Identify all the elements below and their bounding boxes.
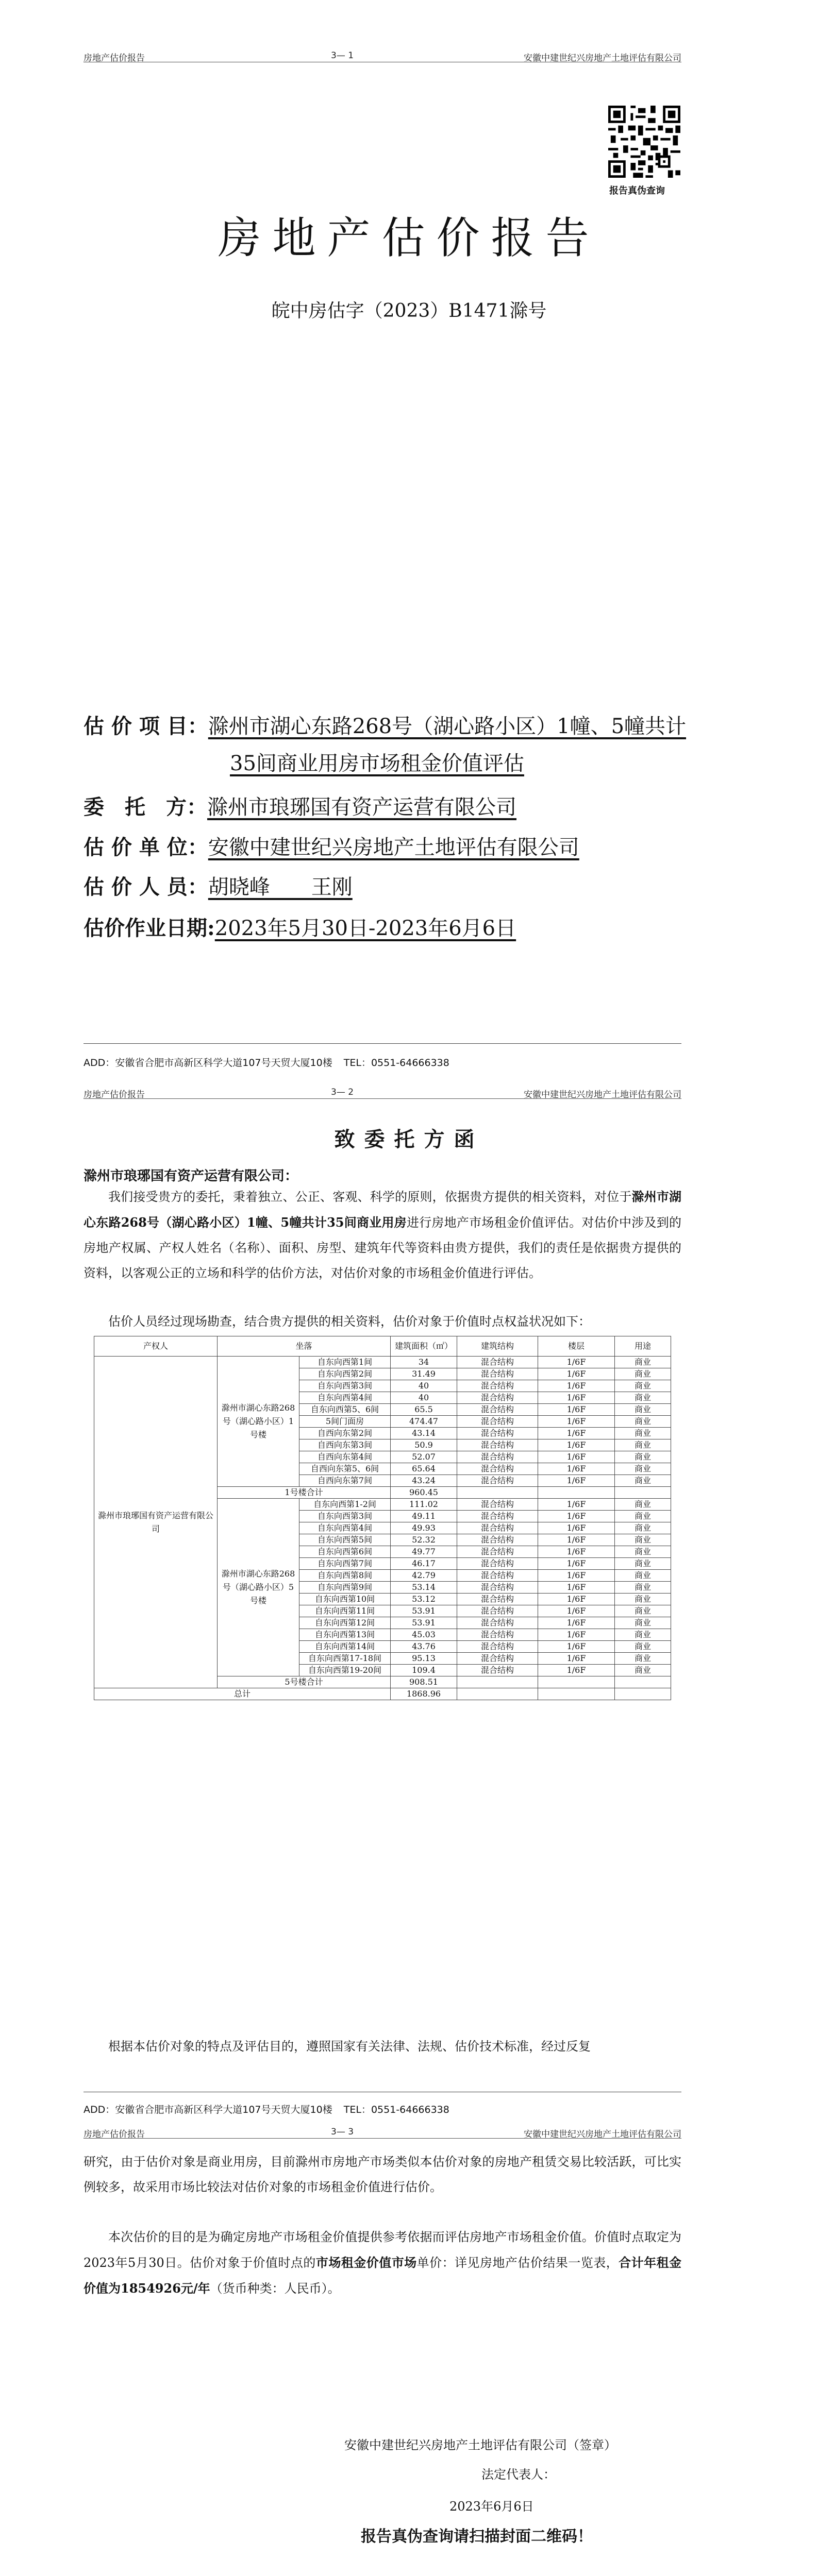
header-left: 房地产估价报告 [84, 1090, 145, 1100]
staff-row [84, 871, 353, 900]
unit-cell: 自东向西第8间 [299, 1570, 391, 1582]
unit-cell: 自东向西第5、6间 [299, 1404, 391, 1416]
location-cell: 滁州市湖心东路268号（湖心路小区）5号楼 [218, 1499, 299, 1676]
footer-address: ADD：安徽省合肥市高新区科学大道107号天贸大厦10楼 [84, 2104, 332, 2115]
floor-cell: 1/6F [538, 1605, 615, 1617]
unit-cell: 自东向西第2间 [299, 1368, 391, 1380]
unit-cell: 5间门面房 [299, 1416, 391, 1428]
sign-date: 2023年6月6日 [449, 2499, 534, 2514]
col-use: 用途 [615, 1336, 671, 1357]
floor-cell: 1/6F [538, 1617, 615, 1629]
unit-cell: 自东向西第6间 [299, 1546, 391, 1558]
verify-note: 报告真伪查询请扫描封面二维码！ [361, 2528, 593, 2546]
area-cell: 53.14 [391, 1582, 457, 1594]
date-label: 估价作业日期: [84, 916, 215, 940]
structure-cell: 混合结构 [457, 1404, 538, 1416]
structure-cell: 混合结构 [457, 1522, 538, 1534]
area-cell: 45.03 [391, 1629, 457, 1641]
unit-cell: 自东向西第1-2间 [299, 1499, 391, 1511]
report-number: 皖中房估字（2023）B1471滁号 [271, 300, 547, 321]
use-cell: 商业 [615, 1629, 671, 1641]
header-left: 房地产估价报告 [84, 53, 145, 63]
area-cell: 109.4 [391, 1665, 457, 1676]
unit-cell: 自东向西第11间 [299, 1605, 391, 1617]
area-cell: 43.76 [391, 1641, 457, 1653]
area-cell: 49.93 [391, 1522, 457, 1534]
use-cell: 商业 [615, 1380, 671, 1392]
area-cell: 53.12 [391, 1594, 457, 1605]
unit-cell: 自东向西第3间 [299, 1380, 391, 1392]
client-label: 委 托 方： [84, 795, 207, 819]
date-value: 2023年5月30日-2023年6月6日 [214, 917, 516, 940]
floor-cell: 1/6F [538, 1558, 615, 1570]
project-row-2 [230, 747, 524, 776]
structure-cell: 混合结构 [457, 1534, 538, 1546]
area-cell: 52.07 [391, 1451, 457, 1463]
p1-text-c: 进行房地产市场租金价值评估。对估价中涉及到的房地产权属、产权人姓名（名称）、面积、房型、建筑年代等资料由贵方提供，我们的责任是依据贵方提供的资料，以客观公正的立场和科学的估价方法，对估价对象的市场租金价值进行评估。 [84, 1215, 682, 1280]
use-cell: 商业 [615, 1570, 671, 1582]
floor-cell: 1/6F [538, 1416, 615, 1428]
structure-cell: 混合结构 [457, 1558, 538, 1570]
unit-cell: 自东向西第12间 [299, 1617, 391, 1629]
header-page-number: 3— 1 [331, 50, 354, 61]
unit-cell: 自东向西第17-18间 [299, 1653, 391, 1665]
header-page-number: 3— 3 [331, 2127, 354, 2137]
total-value: 1868.96 [391, 1688, 457, 1700]
empty-cell [457, 1688, 538, 1700]
sign-representative: 法定代表人： [481, 2467, 556, 2482]
table-row [94, 1357, 671, 1368]
empty-cell [457, 1676, 538, 1688]
table-header-row [94, 1336, 671, 1357]
floor-cell: 1/6F [538, 1641, 615, 1653]
header-left: 房地产估价报告 [84, 2129, 145, 2140]
total-label: 总计 [94, 1688, 391, 1700]
unit-cell: 自西向东第5、6间 [299, 1463, 391, 1475]
col-owner: 产权人 [94, 1336, 218, 1357]
structure-cell: 混合结构 [457, 1475, 538, 1487]
footer-tel: TEL：0551-64666338 [343, 2104, 449, 2115]
unit-cell: 自西向东第2间 [299, 1428, 391, 1439]
structure-cell: 混合结构 [457, 1605, 538, 1617]
project-row [84, 710, 686, 739]
col-floor: 楼层 [538, 1336, 615, 1357]
area-cell: 40 [391, 1380, 457, 1392]
subtotal-label: 1号楼合计 [218, 1487, 391, 1499]
use-cell: 商业 [615, 1546, 671, 1558]
unit-cell: 自西向东第4间 [299, 1451, 391, 1463]
structure-cell: 混合结构 [457, 1653, 538, 1665]
use-cell: 商业 [615, 1463, 671, 1475]
p1-subject: 滁州市湖心东路268号（湖心路小区）1幢、5幢共计35间商业用房 [84, 1189, 682, 1230]
unit-cell: 自东向西第9间 [299, 1582, 391, 1594]
letter-paragraph-1 [84, 1184, 681, 1286]
area-cell: 111.02 [391, 1499, 457, 1511]
header-divider [84, 1098, 681, 1099]
floor-cell: 1/6F [538, 1594, 615, 1605]
structure-cell: 混合结构 [457, 1499, 538, 1511]
client-row [84, 791, 516, 820]
structure-cell: 混合结构 [457, 1641, 538, 1653]
page-header [84, 50, 681, 61]
use-cell: 商业 [615, 1392, 671, 1404]
floor-cell: 1/6F [538, 1368, 615, 1380]
header-divider [84, 2138, 681, 2139]
project-label: 估 价 项 目： [84, 714, 208, 738]
use-cell: 商业 [615, 1511, 671, 1522]
structure-cell: 混合结构 [457, 1594, 538, 1605]
p5-text-c: 单价：详见房地产估价结果一览表， [416, 2256, 619, 2270]
structure-cell: 混合结构 [457, 1546, 538, 1558]
structure-cell: 混合结构 [457, 1570, 538, 1582]
floor-cell: 1/6F [538, 1582, 615, 1594]
floor-cell: 1/6F [538, 1546, 615, 1558]
empty-cell [538, 1688, 615, 1700]
footer-address: ADD：安徽省合肥市高新区科学大道107号天贸大厦10楼 [84, 1057, 332, 1069]
project-value-line2: 35间商业用房市场租金价值评估 [230, 752, 524, 775]
floor-cell: 1/6F [538, 1570, 615, 1582]
location-cell: 滁州市湖心东路268号（湖心路小区）1号楼 [218, 1357, 299, 1487]
use-cell: 商业 [615, 1475, 671, 1487]
area-cell: 34 [391, 1357, 457, 1368]
use-cell: 商业 [615, 1665, 671, 1676]
area-cell: 42.79 [391, 1570, 457, 1582]
qr-caption: 报告真伪查询 [609, 185, 665, 196]
structure-cell: 混合结构 [457, 1665, 538, 1676]
floor-cell: 1/6F [538, 1475, 615, 1487]
structure-cell: 混合结构 [457, 1439, 538, 1451]
letter-salutation: 滁州市琅琊国有资产运营有限公司： [84, 1168, 298, 1184]
use-cell: 商业 [615, 1368, 671, 1380]
empty-cell [538, 1676, 615, 1688]
floor-cell: 1/6F [538, 1392, 615, 1404]
use-cell: 商业 [615, 1653, 671, 1665]
unit-cell: 自东向西第7间 [299, 1558, 391, 1570]
qr-code-icon[interactable] [608, 106, 680, 178]
appraiser-org-label: 估 价 单 位： [84, 835, 208, 859]
area-cell: 474.47 [391, 1416, 457, 1428]
letter-paragraph-4: 研究，由于估价对象是商业用房，目前滁州市房地产市场类似本估价对象的房地产租赁交易比较活跃，可比实例较多，故采用市场比较法对估价对象的市场租金价值进行估价。 [84, 2155, 681, 2194]
area-cell: 46.17 [391, 1558, 457, 1570]
structure-cell: 混合结构 [457, 1428, 538, 1439]
page-header [84, 1087, 681, 1100]
total-row [94, 1688, 671, 1700]
use-cell: 商业 [615, 1357, 671, 1368]
area-cell: 49.11 [391, 1511, 457, 1522]
floor-cell: 1/6F [538, 1404, 615, 1416]
subtotal-value: 960.45 [391, 1487, 457, 1499]
area-cell: 65.64 [391, 1463, 457, 1475]
use-cell: 商业 [615, 1416, 671, 1428]
area-cell: 49.77 [391, 1546, 457, 1558]
letter-paragraph-5 [84, 2225, 681, 2301]
subtotal-label: 5号楼合计 [218, 1676, 391, 1688]
appraiser-org-value: 安徽中建世纪兴房地产土地评估有限公司 [208, 836, 579, 859]
structure-cell: 混合结构 [457, 1368, 538, 1380]
unit-cell: 自西向东第3间 [299, 1439, 391, 1451]
floor-cell: 1/6F [538, 1463, 615, 1475]
property-table [94, 1336, 671, 1700]
floor-cell: 1/6F [538, 1380, 615, 1392]
table-body [94, 1357, 671, 1700]
unit-cell: 自东向西第13间 [299, 1629, 391, 1641]
subtotal-value: 908.51 [391, 1676, 457, 1688]
empty-cell [615, 1487, 671, 1499]
empty-cell [615, 1688, 671, 1700]
floor-cell: 1/6F [538, 1534, 615, 1546]
page-footer [84, 1055, 458, 1069]
project-value-line1: 滁州市湖心东路268号（湖心路小区）1幢、5幢共计 [208, 715, 687, 738]
structure-cell: 混合结构 [457, 1511, 538, 1522]
floor-cell: 1/6F [538, 1439, 615, 1451]
floor-cell: 1/6F [538, 1357, 615, 1368]
unit-cell: 自东向西第4间 [299, 1522, 391, 1534]
header-company: 安徽中建世纪兴房地产土地评估有限公司 [524, 2129, 681, 2140]
client-value: 滁州市琅琊国有资产运营有限公司 [207, 795, 516, 819]
staff-label: 估 价 人 员： [84, 875, 208, 899]
structure-cell: 混合结构 [457, 1416, 538, 1428]
letter-paragraph-3: 根据本估价对象的特点及评估目的，遵照国家有关法律、法规、估价技术标准，经过反复 [108, 2039, 591, 2054]
report-title: 房地产估价报告 [218, 213, 600, 263]
use-cell: 商业 [615, 1641, 671, 1653]
staff-value: 胡晓峰 王刚 [208, 875, 353, 899]
structure-cell: 混合结构 [457, 1451, 538, 1463]
empty-cell [457, 1487, 538, 1499]
p1-text-a: 我们接受贵方的委托，秉着独立、公正、客观、科学的原则，依据贵方提供的相关资料，对位于 [108, 1190, 632, 1204]
area-cell: 50.9 [391, 1439, 457, 1451]
col-location: 坐落 [218, 1336, 391, 1357]
floor-cell: 1/6F [538, 1522, 615, 1534]
unit-cell: 自西向东第7间 [299, 1475, 391, 1487]
p5-total-value: 合计年租金价值为1854926元/年 [84, 2255, 682, 2296]
p5-text-e: （货币种类：人民币）。 [210, 2281, 340, 2296]
area-cell: 65.5 [391, 1404, 457, 1416]
col-structure: 建筑结构 [457, 1336, 538, 1357]
use-cell: 商业 [615, 1404, 671, 1416]
use-cell: 商业 [615, 1594, 671, 1605]
structure-cell: 混合结构 [457, 1392, 538, 1404]
use-cell: 商业 [615, 1499, 671, 1511]
structure-cell: 混合结构 [457, 1582, 538, 1594]
structure-cell: 混合结构 [457, 1617, 538, 1629]
unit-cell: 自东向西第1间 [299, 1357, 391, 1368]
header-company: 安徽中建世纪兴房地产土地评估有限公司 [524, 53, 681, 63]
area-cell: 53.91 [391, 1605, 457, 1617]
footer-tel: TEL：0551-64666338 [343, 1057, 449, 1069]
area-cell: 43.14 [391, 1428, 457, 1439]
page-footer [84, 2102, 458, 2116]
area-cell: 43.24 [391, 1475, 457, 1487]
area-cell: 31.49 [391, 1368, 457, 1380]
structure-cell: 混合结构 [457, 1357, 538, 1368]
use-cell: 商业 [615, 1534, 671, 1546]
p5-bold-b: 市场租金价值市场 [315, 2255, 417, 2270]
unit-cell: 自东向西第5间 [299, 1534, 391, 1546]
floor-cell: 1/6F [538, 1653, 615, 1665]
use-cell: 商业 [615, 1582, 671, 1594]
unit-cell: 自东向西第3间 [299, 1511, 391, 1522]
use-cell: 商业 [615, 1522, 671, 1534]
area-cell: 53.91 [391, 1617, 457, 1629]
floor-cell: 1/6F [538, 1511, 615, 1522]
col-area: 建筑面积（㎡） [391, 1336, 457, 1357]
use-cell: 商业 [615, 1451, 671, 1463]
floor-cell: 1/6F [538, 1629, 615, 1641]
unit-cell: 自东向西第4间 [299, 1392, 391, 1404]
floor-cell: 1/6F [538, 1499, 615, 1511]
unit-cell: 自东向西第19-20间 [299, 1665, 391, 1676]
use-cell: 商业 [615, 1605, 671, 1617]
use-cell: 商业 [615, 1439, 671, 1451]
unit-cell: 自东向西第14间 [299, 1641, 391, 1653]
floor-cell: 1/6F [538, 1451, 615, 1463]
header-page-number: 3— 2 [331, 1087, 354, 1097]
page-header [84, 2127, 681, 2140]
area-cell: 95.13 [391, 1653, 457, 1665]
header-company: 安徽中建世纪兴房地产土地评估有限公司 [524, 1090, 681, 1100]
floor-cell: 1/6F [538, 1665, 615, 1676]
date-row [84, 912, 516, 941]
floor-cell: 1/6F [538, 1428, 615, 1439]
letter-title: 致委托方函 [334, 1127, 484, 1151]
owner-cell: 滁州市琅琊国有资产运营有限公司 [94, 1357, 218, 1688]
area-cell: 40 [391, 1392, 457, 1404]
appraiser-org-row [84, 831, 579, 860]
use-cell: 商业 [615, 1617, 671, 1629]
structure-cell: 混合结构 [457, 1380, 538, 1392]
p5-text-a: 本次估价的目的是为确定房地产市场租金价值提供参考依据而评估房地产市场租金价值。价值时点取定为2023年5月30日。估价对象于价值时点的 [84, 2230, 681, 2270]
sign-company: 安徽中建世纪兴房地产土地评估有限公司（签章） [344, 2438, 616, 2452]
letter-paragraph-2: 估价人员经过现场勘查，结合贵方提供的相关资料，估价对象于价值时点权益状况如下： [108, 1314, 591, 1329]
structure-cell: 混合结构 [457, 1629, 538, 1641]
area-cell: 52.32 [391, 1534, 457, 1546]
empty-cell [615, 1676, 671, 1688]
footer-divider [84, 1043, 681, 1044]
use-cell: 商业 [615, 1558, 671, 1570]
unit-cell: 自东向西第10间 [299, 1594, 391, 1605]
use-cell: 商业 [615, 1428, 671, 1439]
structure-cell: 混合结构 [457, 1463, 538, 1475]
empty-cell [538, 1487, 615, 1499]
